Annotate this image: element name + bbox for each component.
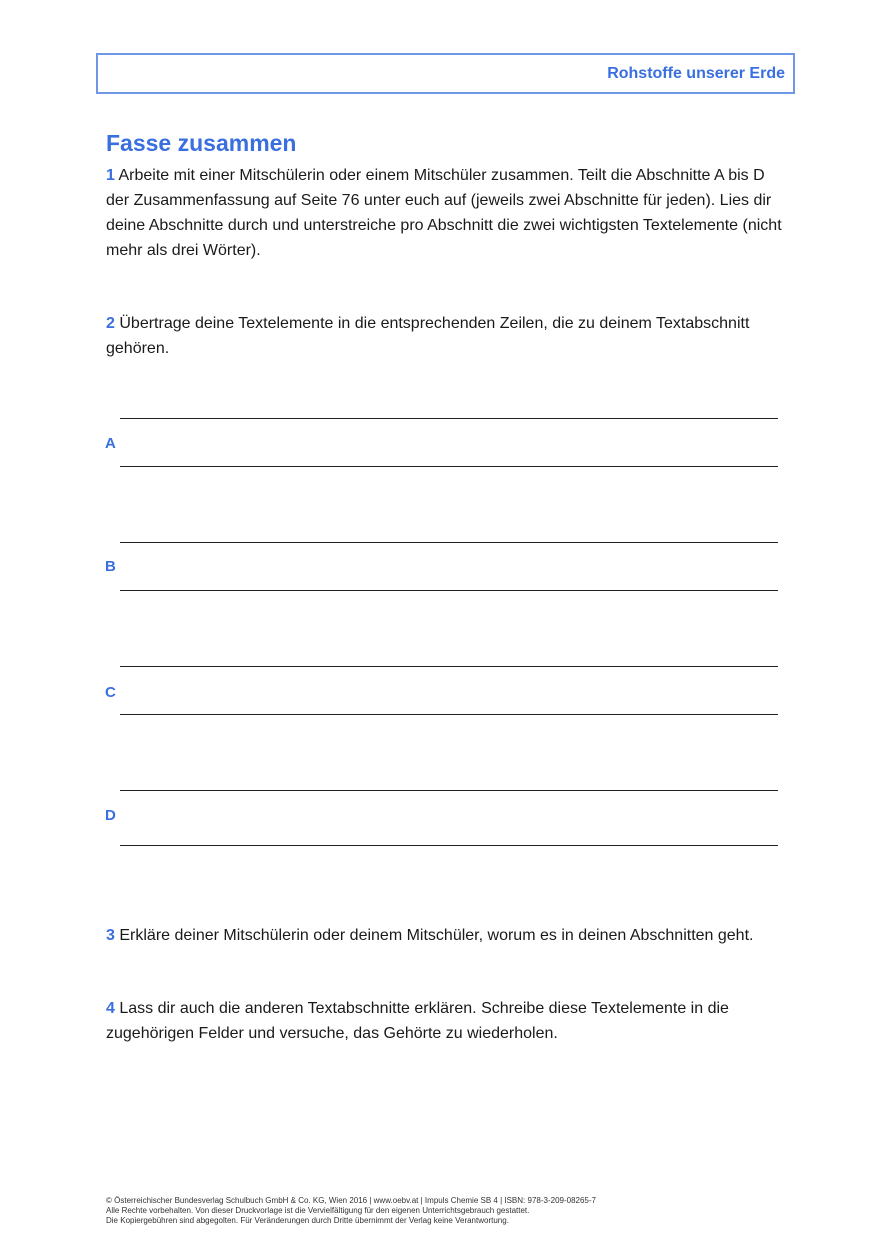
answer-line-c-1[interactable] [120, 666, 778, 667]
task-text: Arbeite mit einer Mitschülerin oder einem Mitschüler zusammen. Teilt die Abschnitte A bis D der Zusammenfassung auf Seite 76 unter euch auf (jeweils zwei Abschnitte für jeden). Lies dir deine Abschnitte durch und unterstreiche pro Abschnitt die zwei wichtigsten Textelemente (nicht mehr als drei Wörter). [106, 167, 782, 259]
task-number: 3 [106, 927, 115, 944]
header-box [96, 53, 795, 94]
answer-line-a-2[interactable] [120, 466, 778, 467]
page-title: Fasse zusammen [106, 130, 297, 156]
answer-line-c-2[interactable] [120, 714, 778, 715]
section-label-a: A [105, 435, 116, 452]
footer-line-1: © Österreichischer Bundesverlag Schulbuch GmbH & Co. KG, Wien 2016 | www.oebv.at | Impuls Chemie SB 4 | ISBN: 978-3-209-08265-7 [106, 1196, 596, 1205]
task-number: 2 [106, 315, 115, 332]
section-label-b: B [105, 558, 116, 575]
task-text: Erkläre deiner Mitschülerin oder deinem Mitschüler, worum es in deinen Abschnitten geht. [119, 927, 754, 944]
task-4 [106, 996, 786, 1046]
answer-line-b-2[interactable] [120, 590, 778, 591]
task-text: Lass dir auch die anderen Textabschnitte erklären. Schreibe diese Textelemente in die zugehörigen Felder und versuche, das Gehörte zu wiederholen. [106, 1000, 729, 1042]
section-label-c: C [105, 684, 116, 701]
answer-line-d-1[interactable] [120, 790, 778, 791]
task-2 [106, 311, 786, 361]
task-number: 4 [106, 1000, 115, 1017]
footer-line-2: Alle Rechte vorbehalten. Von dieser Druckvorlage ist die Vervielfältigung für den eigenen Unterrichtsgebrauch gestattet. [106, 1206, 530, 1215]
answer-line-d-2[interactable] [120, 845, 778, 846]
task-number: 1 [106, 167, 115, 184]
task-3 [106, 923, 806, 948]
section-label-d: D [105, 807, 116, 824]
header-title: Rohstoffe unserer Erde [607, 65, 785, 82]
answer-line-a-1[interactable] [120, 418, 778, 419]
footer-line-3: Die Kopiergebühren sind abgegolten. Für Veränderungen durch Dritte übernimmt der Verlag keine Verantwortung. [106, 1216, 509, 1225]
copyright-footer [106, 1196, 596, 1226]
task-1 [106, 163, 786, 263]
answer-line-b-1[interactable] [120, 542, 778, 543]
task-text: Übertrage deine Textelemente in die entsprechenden Zeilen, die zu deinem Textabschnitt gehören. [106, 315, 750, 357]
